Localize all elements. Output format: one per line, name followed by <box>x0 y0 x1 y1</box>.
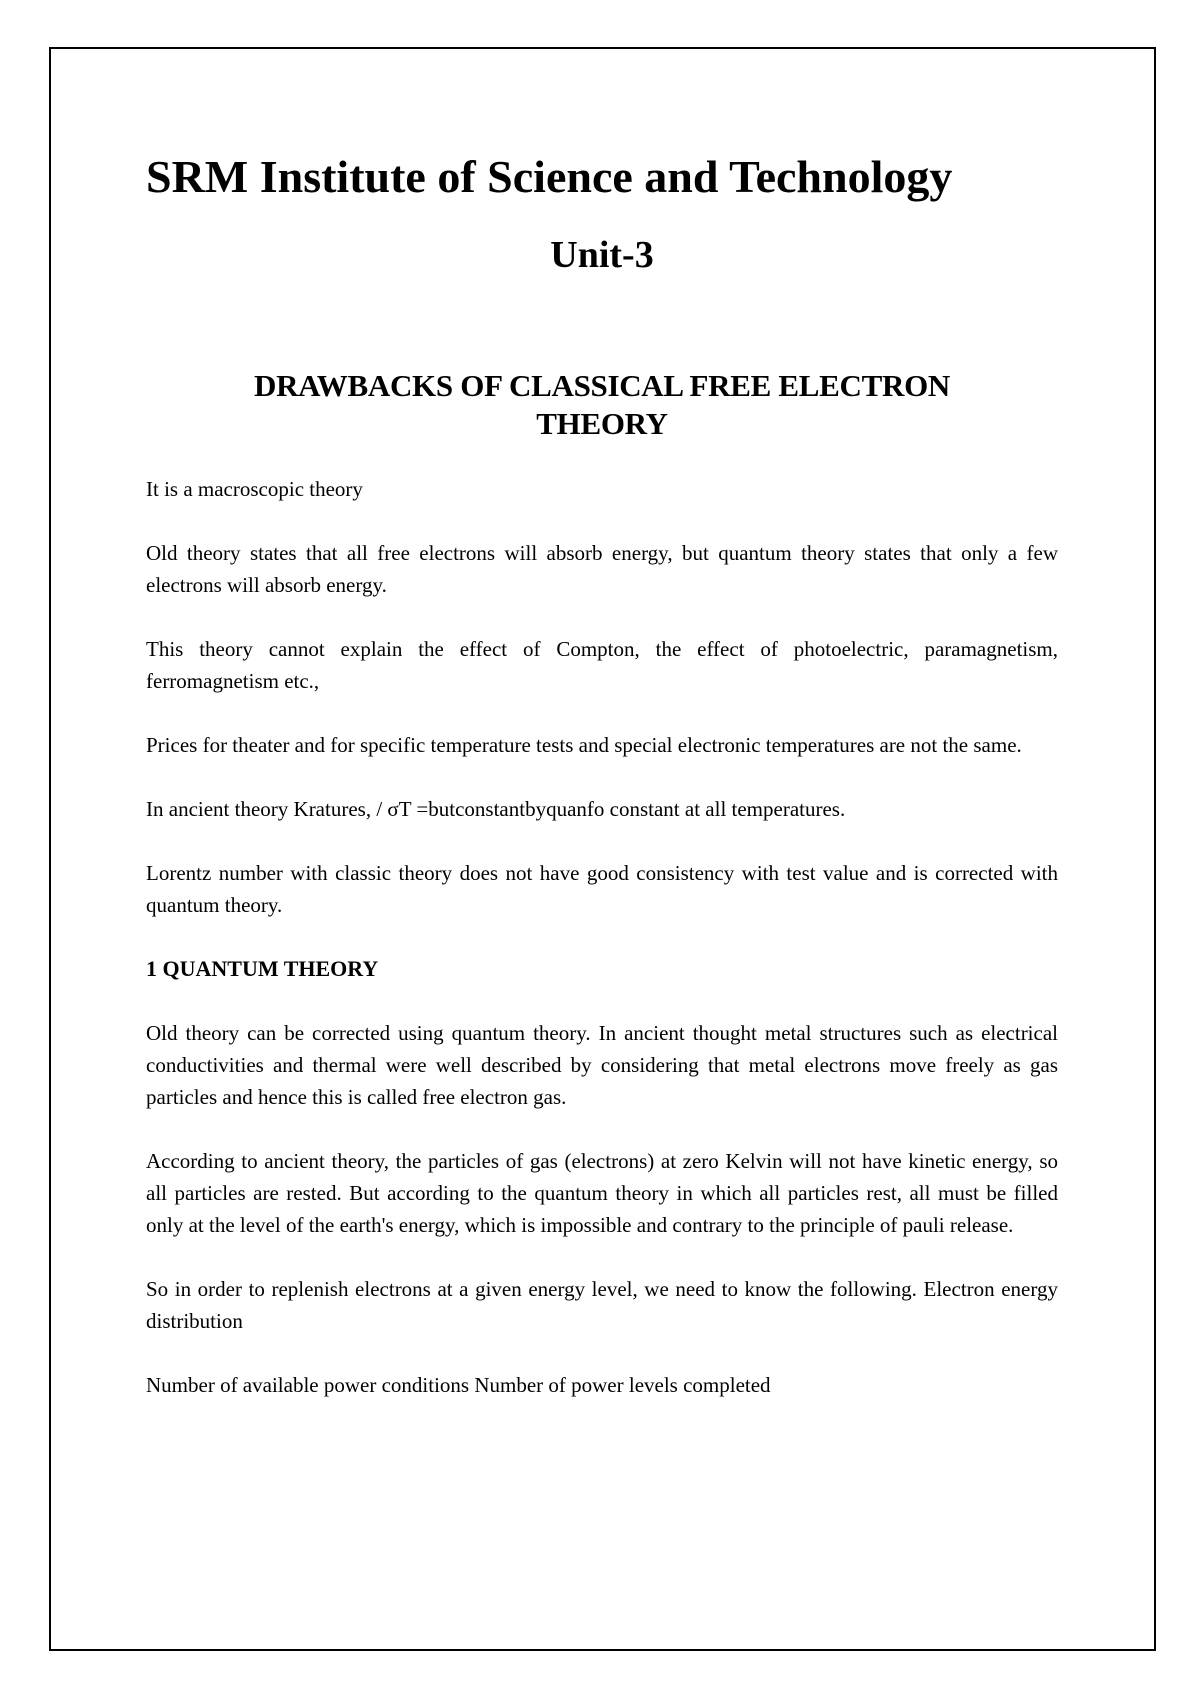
section-title-line-1: DRAWBACKS OF CLASSICAL FREE ELECTRON <box>253 368 951 403</box>
paragraph-lorentz: Lorentz number with classic theory does not have good consistency with test value and is corrected with quantum theory. <box>146 861 1058 917</box>
section-title <box>146 367 1058 443</box>
institute-title: SRM Institute of Science and Technology <box>146 151 953 202</box>
unit-title: Unit-3 <box>550 234 654 276</box>
paragraph-replenish-electrons: So in order to replenish electrons at a given energy level, we need to know the following. Electron energy distribution <box>146 1277 1058 1333</box>
paragraph-old-theory-corrected: Old theory can be corrected using quantum theory. In ancient thought metal structures such as electrical conductivities and thermal were well described by considering that metal electrons move freely as gas particles and hence this is called free electron gas. <box>146 1021 1058 1109</box>
paragraph-macroscopic: It is a macroscopic theory <box>146 477 363 501</box>
section-title-line-2: THEORY <box>536 406 668 441</box>
paragraph-prices: Prices for theater and for specific temperature tests and special electronic temperatures are not the same. <box>146 733 1022 757</box>
paragraph-power-conditions: Number of available power conditions Number of power levels completed <box>146 1373 771 1397</box>
paragraph-ancient-theory: In ancient theory Kratures, / σT =butconstantbyquanfo constant at all temperatures. <box>146 797 846 821</box>
paragraph-compton: This theory cannot explain the effect of Compton, the effect of photoelectric, paramagnetism, ferromagnetism etc., <box>146 637 1058 693</box>
paragraph-absorb-energy: Old theory states that all free electrons will absorb energy, but quantum theory states that only a few electrons will absorb energy. <box>146 541 1058 597</box>
quantum-theory-heading: 1 QUANTUM THEORY <box>146 956 379 981</box>
document-content <box>146 145 1058 1401</box>
paragraph-zero-kelvin: According to ancient theory, the particles of gas (electrons) at zero Kelvin will not have kinetic energy, so all particles are rested. But according to the quantum theory in which all particles rest, all must be filled only at the level of the earth's energy, which is impossible and contrary to the principle of pauli release. <box>146 1149 1058 1237</box>
